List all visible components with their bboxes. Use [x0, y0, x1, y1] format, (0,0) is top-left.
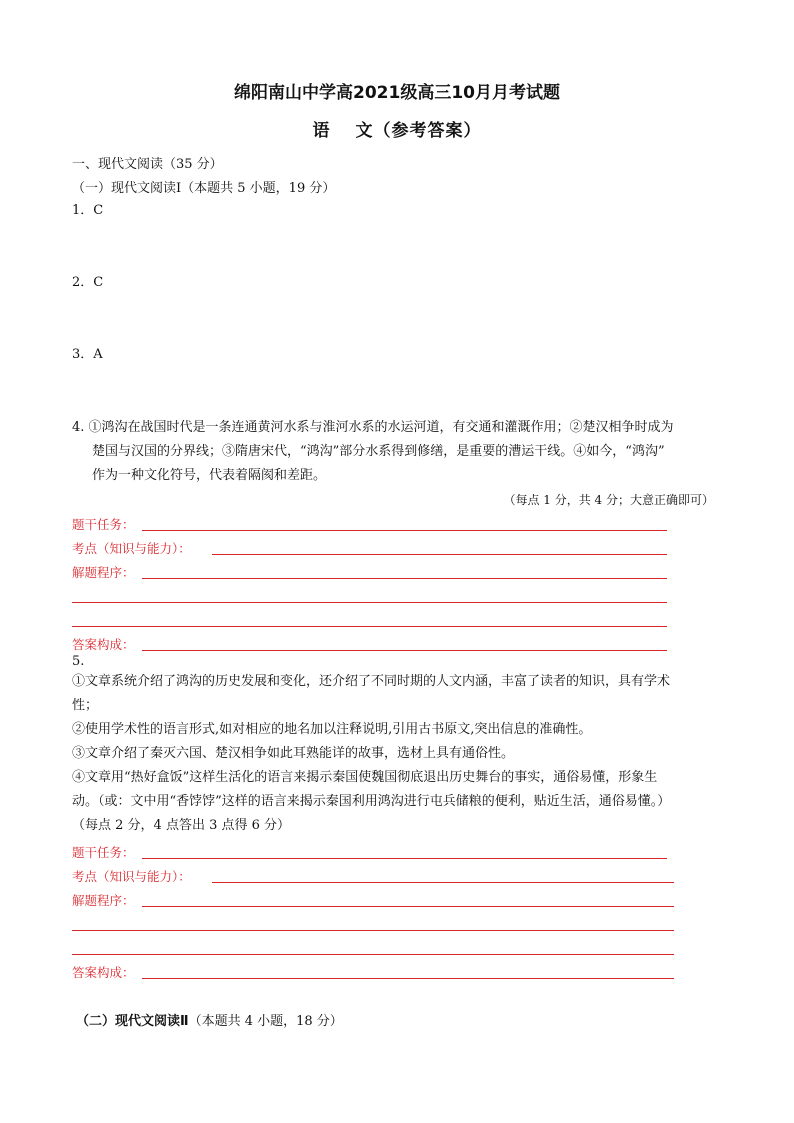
- q5-number: 5.: [72, 654, 85, 669]
- q4-line-3: 作为一种文化符号，代表着隔阂和差距。: [92, 468, 327, 483]
- q5-line-5: ④文章用“热好盒饭”这样生活化的语言来揭示秦国使魏国彻底退出历史舞台的事实，通俗易懂，形象生: [72, 770, 658, 785]
- answer-structure-fill-line[interactable]: [142, 650, 667, 651]
- q4-score-note: （每点 1 分，共 4 分；大意正确即可）: [503, 493, 714, 507]
- answer-structure-fill-line-2[interactable]: [142, 978, 674, 979]
- part2-heading-main: （二）现代文阅读Ⅱ: [76, 1014, 189, 1029]
- answer-structure-label: 答案构成：: [72, 637, 135, 652]
- section-heading: 一、现代文阅读（35 分）: [72, 157, 223, 172]
- part2-heading: [76, 1012, 343, 1032]
- steps-label-2: 解题程序：: [72, 893, 135, 908]
- q5-line-4: ③文章介绍了秦灭六国、楚汉相争如此耳熟能详的故事，选材上具有通俗性。: [72, 746, 515, 761]
- points-label-2: 考点（知识与能力）：: [72, 869, 191, 884]
- answer-structure-label-2: 答案构成：: [72, 965, 135, 980]
- q5-line-1: ①文章系统介绍了鸿沟的历史发展和变化，还介绍了不同时期的人文内涵，丰富了读者的知识，具有学术: [72, 674, 671, 689]
- page-subtitle: 语 文（参考答案）: [312, 121, 482, 141]
- task-label: 题干任务：: [72, 517, 135, 532]
- q5-line-2: 性；: [72, 698, 99, 713]
- q5-line-6: 动。（或：文中用“香饽饽”这样的语言来揭示秦国利用鸿沟进行屯兵储粮的便利，贴近生活，通俗易懂。）: [72, 794, 671, 809]
- q5-score-note: （每点 2 分，4 点答出 3 点得 6 分）: [72, 818, 291, 833]
- q4-line-2: 楚国与汉国的分界线；③隋唐宋代，“鸿沟”部分水系得到修缮，是重要的漕运干线。④如今，“鸿沟”: [92, 444, 665, 459]
- steps-fill-line-b2[interactable]: [72, 930, 674, 931]
- points-fill-line-2[interactable]: [212, 882, 674, 883]
- steps-fill-line-b1[interactable]: [142, 906, 674, 907]
- page-title: 绵阳南山中学高2021级高三10月月考试题: [234, 83, 560, 103]
- q4-line-1: 4. ①鸿沟在战国时代是一条连通黄河水系与淮河水系的水运河道，有交通和灌溉作用；②楚汉相争时成为: [72, 420, 674, 435]
- steps-fill-line-2[interactable]: [72, 602, 667, 603]
- part1-heading: （一）现代文阅读Ⅰ（本题共 5 小题，19 分）: [72, 181, 336, 196]
- points-fill-line[interactable]: [212, 554, 667, 555]
- points-label: 考点（知识与能力）：: [72, 541, 191, 556]
- steps-fill-line-b3[interactable]: [72, 954, 674, 955]
- steps-fill-line-3[interactable]: [72, 626, 667, 627]
- task-fill-line-2[interactable]: [142, 858, 667, 859]
- q5-line-3: ②使用学术性的语言形式,如对相应的地名加以注释说明,引用古书原文,突出信息的准确性。: [72, 722, 592, 737]
- steps-fill-line[interactable]: [142, 578, 667, 579]
- part2-heading-detail: （本题共 4 小题，18 分）: [188, 1014, 343, 1029]
- task-fill-line[interactable]: [142, 530, 667, 531]
- answer-3: 3．A: [72, 347, 103, 362]
- answer-2: 2．C: [72, 275, 104, 290]
- steps-label: 解题程序：: [72, 565, 135, 580]
- task-label-2: 题干任务：: [72, 845, 135, 860]
- answer-1: 1．C: [72, 203, 104, 218]
